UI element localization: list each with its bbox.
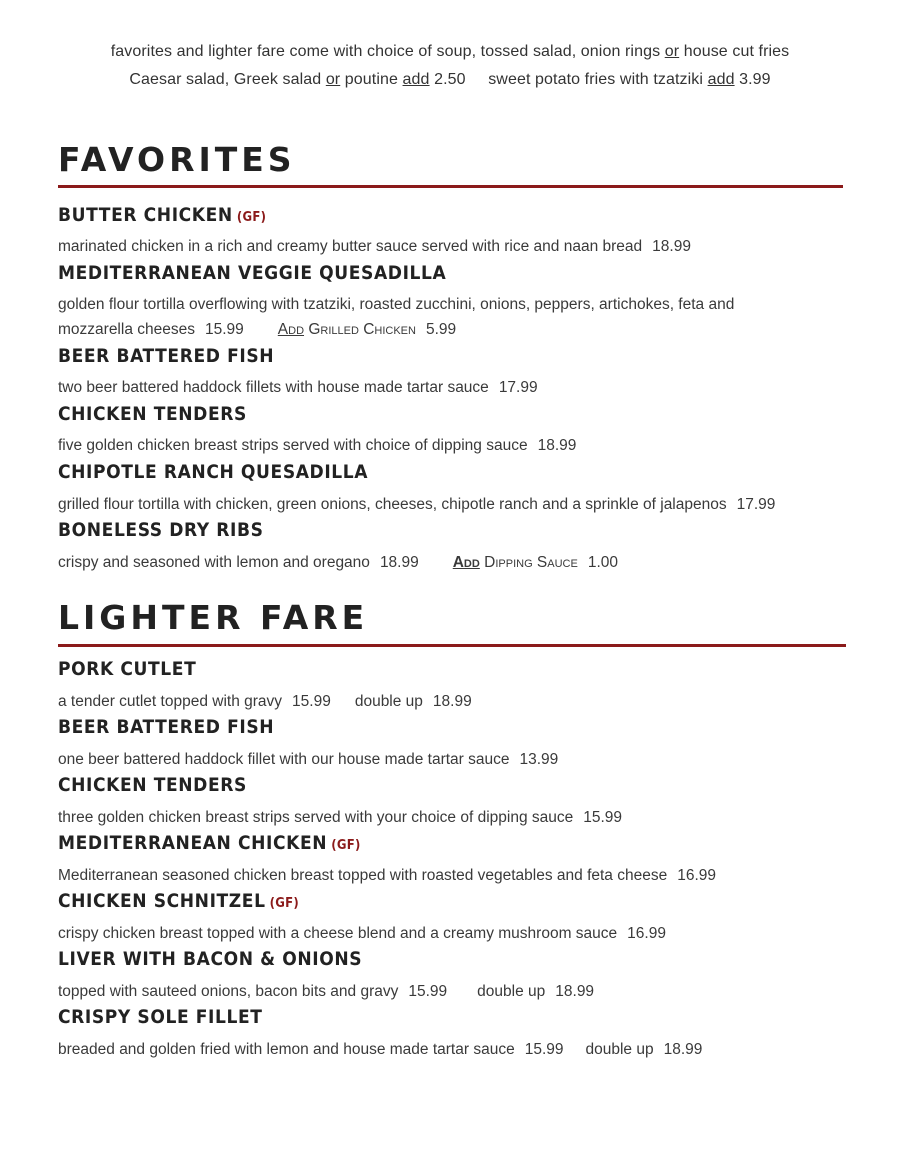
intro-price: 3.99 [739, 71, 771, 88]
intro-text: Caesar salad, Greek salad [129, 71, 322, 88]
menu-item-price: 17.99 [736, 496, 776, 513]
section-title-lighter-fare: LIGHTER FARE [58, 598, 369, 637]
addon-text: Grilled Chicken [308, 321, 416, 338]
menu-item-price: 15.99 [204, 321, 244, 338]
menu-item-price: 15.99 [408, 983, 448, 1000]
intro-price: 2.50 [434, 71, 466, 88]
intro-text: poutine [344, 71, 398, 88]
menu-item-description: five golden chicken breast strips served with choice of dipping sauce 18.99 [58, 437, 577, 454]
menu-item-description: golden flour tortilla overflowing with tzatziki, roasted zucchini, onions, peppers, artichokes, feta and [58, 296, 735, 313]
menu-item-name: CHICKEN TENDERS [58, 774, 247, 796]
intro-text: favorites and lighter fare come with choice of soup, tossed salad, onion rings [110, 43, 661, 60]
menu-item-price: 15.99 [583, 809, 623, 826]
intro-text: sweet potato fries with tzatziki [488, 71, 704, 88]
intro-line-1 [0, 43, 900, 61]
intro-or: or [325, 71, 341, 88]
section-title-favorites: FAVORITES [58, 140, 296, 179]
menu-item-description: topped with sauteed onions, bacon bits and gravy 15.99 double up 18.99 [58, 983, 595, 1000]
menu-item-description: three golden chicken breast strips served with your choice of dipping sauce 15.99 [58, 809, 623, 826]
section-divider [58, 644, 846, 647]
menu-item-name: MEDITERRANEAN VEGGIE QUESADILLA [58, 262, 447, 284]
menu-item-description: grilled flour tortilla with chicken, green onions, cheeses, chipotle ranch and a sprinkle of jalapenos 17.99 [58, 496, 776, 513]
double-up-label: double up [354, 693, 423, 710]
menu-item-description: crispy and seasoned with lemon and oregano 18.99 Add Dipping Sauce 1.00 [58, 554, 618, 571]
addon-label: Add [452, 554, 480, 571]
menu-item-price: 18.99 [379, 554, 419, 571]
intro-text: house cut fries [683, 43, 790, 60]
intro-add: add [402, 71, 430, 88]
gluten-free-badge: (GF) [331, 838, 361, 853]
menu-item-price: 16.99 [627, 925, 666, 942]
menu-item-name: LIVER WITH BACON & ONIONS [58, 948, 363, 970]
menu-item-name: BEER BATTERED FISH [58, 345, 275, 367]
menu-item-description: a tender cutlet topped with gravy 15.99 double up 18.99 [58, 693, 472, 710]
double-up-label: double up [585, 1041, 654, 1058]
menu-item-name: CHICKEN TENDERS [58, 403, 247, 425]
addon-price: 5.99 [425, 321, 457, 338]
menu-item-price: 13.99 [519, 751, 559, 768]
gluten-free-badge: (GF) [236, 210, 267, 225]
double-up-label: double up [477, 983, 546, 1000]
intro-add: add [707, 71, 735, 88]
menu-item-description: mozzarella cheeses 15.99 Add Grilled Chicken 5.99 [58, 321, 457, 338]
intro-or: or [664, 43, 680, 60]
menu-item-name: CRISPY SOLE FILLET [58, 1006, 263, 1028]
menu-item-price: 18.99 [537, 437, 577, 454]
menu-item-price: 18.99 [652, 238, 691, 255]
menu-item-price: 15.99 [524, 1041, 564, 1058]
intro-line-2 [0, 71, 900, 89]
double-up-price: 18.99 [432, 693, 472, 710]
menu-item-description: crispy chicken breast topped with a cheese blend and a creamy mushroom sauce 16.99 [58, 925, 666, 942]
menu-item-name: PORK CUTLET [58, 658, 197, 680]
addon-text: Dipping Sauce [484, 554, 578, 571]
addon-price: 1.00 [587, 554, 618, 571]
addon-label: Add [277, 321, 305, 338]
menu-item-name: BONELESS DRY RIBS [58, 519, 264, 541]
double-up-price: 18.99 [555, 983, 595, 1000]
double-up-price: 18.99 [663, 1041, 703, 1058]
menu-item-name: CHIPOTLE RANCH QUESADILLA [58, 461, 369, 483]
menu-item-description: Mediterranean seasoned chicken breast topped with roasted vegetables and feta cheese 16.99 [58, 867, 717, 884]
menu-item-name: BUTTER CHICKEN (GF) [58, 204, 267, 226]
menu-item-description: breaded and golden fried with lemon and house made tartar sauce 15.99 double up 18.99 [58, 1041, 703, 1058]
menu-item-price: 15.99 [292, 693, 331, 710]
gluten-free-badge: (GF) [269, 896, 300, 911]
menu-item-name: MEDITERRANEAN CHICKEN (GF) [58, 832, 361, 854]
menu-item-price: 17.99 [498, 379, 538, 396]
menu-item-description: two beer battered haddock fillets with house made tartar sauce 17.99 [58, 379, 538, 396]
menu-item-name: BEER BATTERED FISH [58, 716, 275, 738]
menu-item-price: 16.99 [677, 867, 717, 884]
section-divider [58, 185, 843, 188]
menu-item-description: one beer battered haddock fillet with our house made tartar sauce 13.99 [58, 751, 559, 768]
menu-item-description: marinated chicken in a rich and creamy butter sauce served with rice and naan bread 18.99 [58, 238, 691, 255]
menu-item-name: CHICKEN SCHNITZEL (GF) [58, 890, 300, 912]
